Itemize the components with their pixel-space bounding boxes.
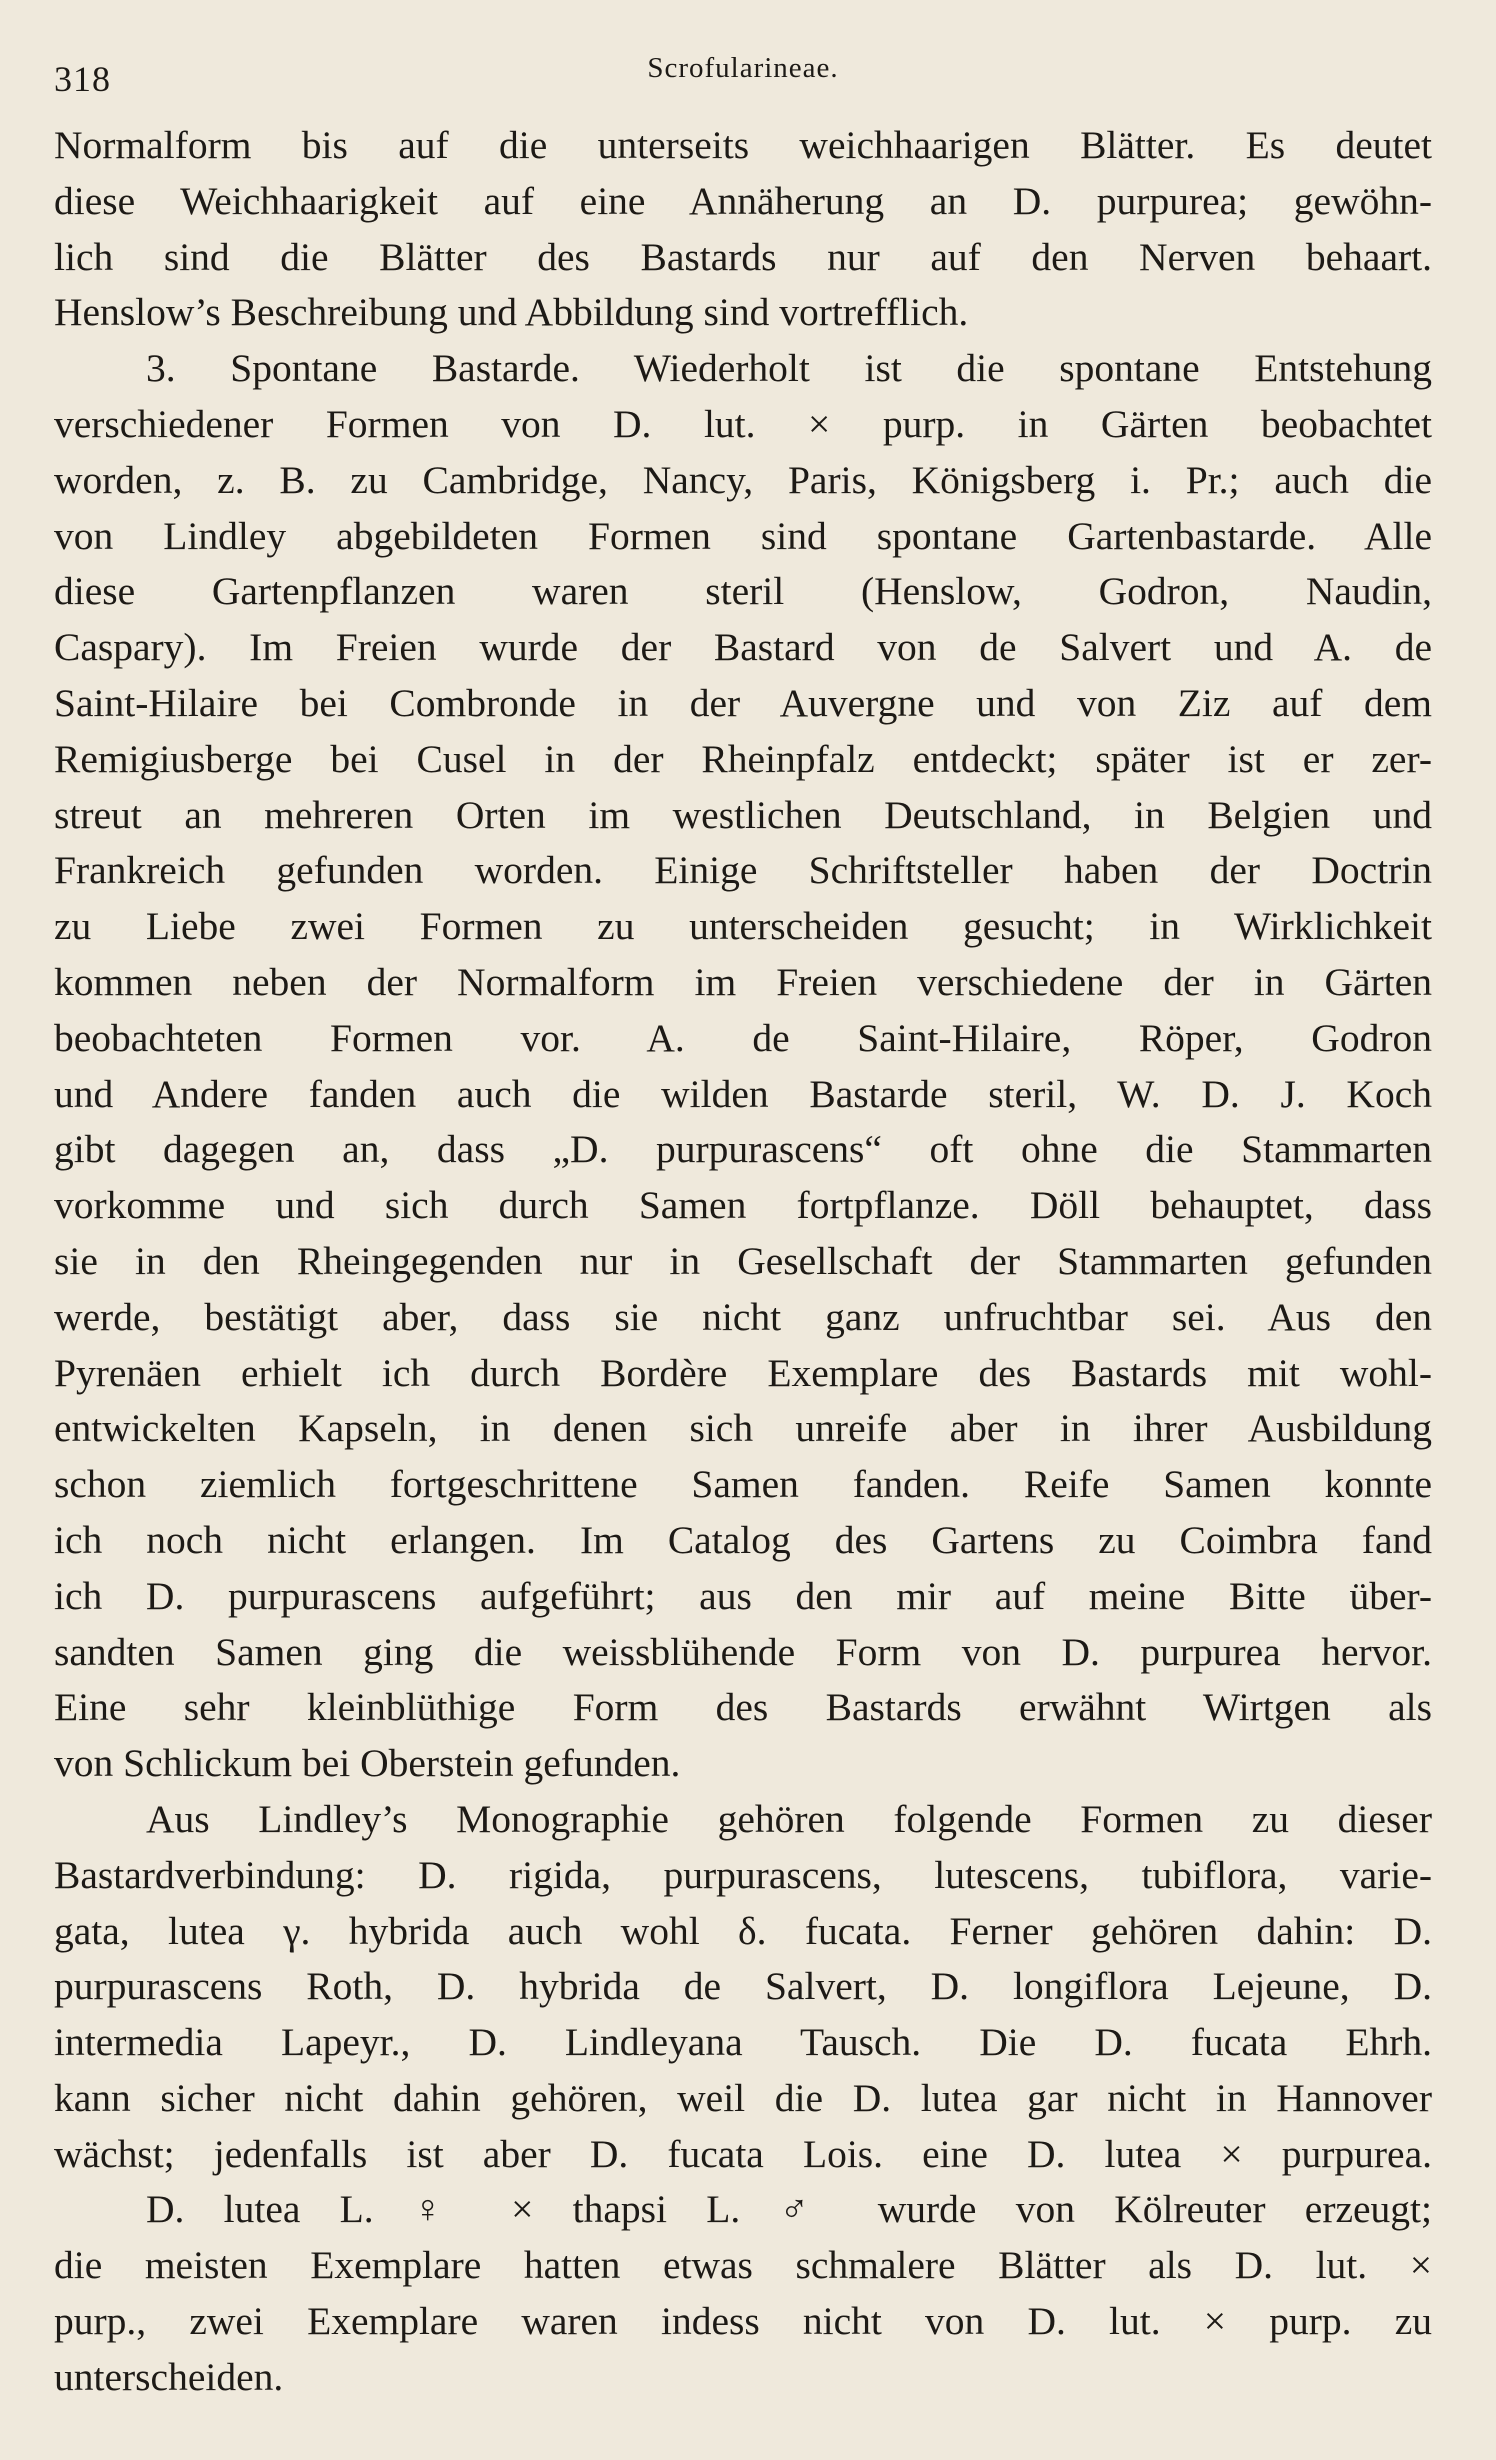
text-line: von Schlickum bei Oberstein gefunden.: [54, 1741, 681, 1786]
text-line: gibt dagegen an, dass „D. purpurascens“ oft ohne die Stammarten: [54, 1127, 1432, 1172]
text-line: vorkomme und sich durch Samen fortpflanze. Döll behauptet, dass: [54, 1183, 1432, 1228]
text-line: schon ziemlich fortgeschrittene Samen fanden. Reife Samen konnte: [54, 1462, 1432, 1507]
text-line: gata, lutea γ. hybrida auch wohl δ. fucata. Ferner gehören dahin: D.: [54, 1908, 1432, 1953]
text-line: Saint-Hilaire bei Combronde in der Auvergne und von Ziz auf dem: [54, 680, 1432, 725]
text-line: streut an mehreren Orten im westlichen Deutschland, in Belgien und: [54, 792, 1432, 837]
text-line: beobachteten Formen vor. A. de Saint-Hilaire, Röper, Godron: [54, 1015, 1432, 1060]
page-header: [54, 48, 1432, 118]
text-line: unterscheiden.: [54, 2354, 284, 2399]
text-line: die meisten Exemplare hatten etwas schmalere Blätter als D. lut. ×: [54, 2243, 1432, 2288]
text-line: sie in den Rheingegenden nur in Gesellschaft der Stammarten gefunden: [54, 1238, 1432, 1283]
text-line: Caspary). Im Freien wurde der Bastard von de Salvert und A. de: [54, 625, 1432, 670]
text-line: zu Liebe zwei Formen zu unterscheiden gesucht; in Wirklichkeit: [54, 904, 1432, 949]
text-line: Remigiusberge bei Cusel in der Rheinpfalz entdeckt; später ist er zer-: [54, 736, 1432, 781]
text-line: diese Weichhaarigkeit auf eine Annäherung an D. purpurea; gewöhn-: [54, 178, 1432, 223]
page-number: 318: [54, 59, 111, 99]
text-line: und Andere fanden auch die wilden Bastarde steril, W. D. J. Koch: [54, 1071, 1432, 1116]
text-line: von Lindley abgebildeten Formen sind spontane Gartenbastarde. Alle: [54, 513, 1432, 558]
text-line: ich D. purpurascens aufgeführt; aus den mir auf meine Bitte über-: [54, 1573, 1432, 1618]
text-line: werde, bestätigt aber, dass sie nicht ganz unfruchtbar sei. Aus den: [54, 1294, 1432, 1339]
text-line: entwickelten Kapseln, in denen sich unreife aber in ihrer Ausbildung: [54, 1406, 1432, 1451]
text-line: 3. Spontane Bastarde. Wiederholt ist die spontane Entstehung: [146, 346, 1432, 391]
text-line: wächst; jedenfalls ist aber D. fucata Lois. eine D. lutea × purpurea.: [54, 2131, 1432, 2176]
body-text: [54, 118, 1432, 2406]
text-line: kommen neben der Normalform im Freien verschiedene der in Gärten: [54, 959, 1432, 1004]
text-line: Bastardverbindung: D. rigida, purpurascens, lutescens, tubiflora, varie-: [54, 1852, 1432, 1897]
text-line: kann sicher nicht dahin gehören, weil die D. lutea gar nicht in Hannover: [54, 2075, 1432, 2120]
text-line: diese Gartenpflanzen waren steril (Henslow, Godron, Naudin,: [54, 569, 1432, 614]
running-head: Scrofularineae.: [647, 52, 839, 84]
text-line: ich noch nicht erlangen. Im Catalog des Gartens zu Coimbra fand: [54, 1517, 1432, 1562]
text-line: lich sind die Blätter des Bastards nur auf den Nerven behaart.: [54, 234, 1432, 279]
text-line: purpurascens Roth, D. hybrida de Salvert, D. longiflora Lejeune, D.: [54, 1964, 1432, 2009]
text-line: Aus Lindley’s Monographie gehören folgende Formen zu dieser: [146, 1796, 1432, 1841]
text-line: verschiedener Formen von D. lut. × purp. in Gärten beobachtet: [54, 401, 1432, 446]
text-line: purp., zwei Exemplare waren indess nicht von D. lut. × purp. zu: [54, 2299, 1432, 2344]
text-line: D. lutea L. ♀ × thapsi L. ♂ wurde von Kölreuter erzeugt;: [146, 2187, 1432, 2232]
text-line: Eine sehr kleinblüthige Form des Bastards erwähnt Wirtgen als: [54, 1685, 1432, 1730]
text-line: Pyrenäen erhielt ich durch Bordère Exemplare des Bastards mit wohl-: [54, 1350, 1432, 1395]
text-line: Henslow’s Beschreibung und Abbildung sind vortrefflich.: [54, 290, 969, 335]
text-line: Normalform bis auf die unterseits weichhaarigen Blätter. Es deutet: [54, 123, 1432, 167]
text-line: worden, z. B. zu Cambridge, Nancy, Paris, Königsberg i. Pr.; auch die: [54, 457, 1432, 502]
text-line: sandten Samen ging die weissblühende Form von D. purpurea hervor.: [54, 1629, 1432, 1674]
text-line: Frankreich gefunden worden. Einige Schriftsteller haben der Doctrin: [54, 848, 1432, 893]
text-line: intermedia Lapeyr., D. Lindleyana Tausch. Die D. fucata Ehrh.: [54, 2020, 1432, 2065]
